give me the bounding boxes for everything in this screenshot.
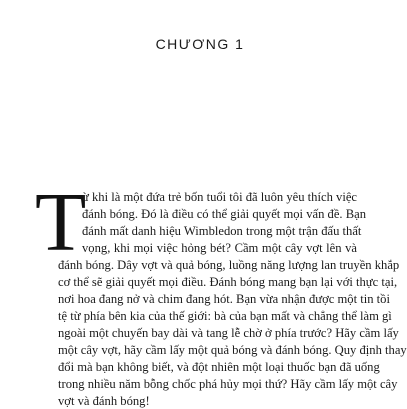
chapter-title: CHƯƠNG 1	[155, 36, 245, 52]
paragraph-line-last: vợt và đánh bóng!	[58, 394, 150, 408]
paragraph-line: tệ từ phía bên kia của thế giới: bà của bạn mất và chẳng thể làm gì	[58, 309, 392, 323]
paragraph-line: nơi hoa đang nở và chim đang hót. Bạn vừa nhận được một tin tồi	[58, 292, 390, 306]
paragraph-line: trong nhiều năm bỗng chốc phá hủy mọi thứ? Hãy cầm lấy một cây	[58, 377, 398, 391]
paragraph-line: vọng, khi mọi việc hỏng bét? Cầm một cây vợt lên và	[82, 241, 357, 255]
drop-cap-letter: T	[35, 176, 87, 269]
paragraph-line: đánh bóng. Đó là điều có thể giải quyết mọi vấn đề. Bạn	[82, 207, 366, 221]
paragraph-line: đánh mất danh hiệu Wimbledon trong một trận đấu thất	[82, 224, 362, 238]
paragraph-line: cơ thể sẽ giải quyết mọi điều. Đánh bóng mang bạn lại với thực tại,	[58, 275, 398, 289]
paragraph-line: ừ khi là một đứa trẻ bốn tuổi tôi đã luôn yêu thích việc	[82, 190, 357, 204]
paragraph-line: đánh bóng. Dây vợt và quả bóng, luồng năng lượng lan truyền khắp	[58, 258, 400, 272]
paragraph-line: đổi mà bạn không biết, và đột nhiên một loại thuốc bạn đã uống	[58, 360, 380, 374]
paragraph-line: ngoài một chuyến bay dài và tang lễ chờ ở phía trước? Hãy cầm lấy	[58, 326, 399, 340]
paragraph-line: một cây vợt, hãy cầm lấy một quả bóng và đánh bóng. Quy định thay	[58, 343, 407, 357]
